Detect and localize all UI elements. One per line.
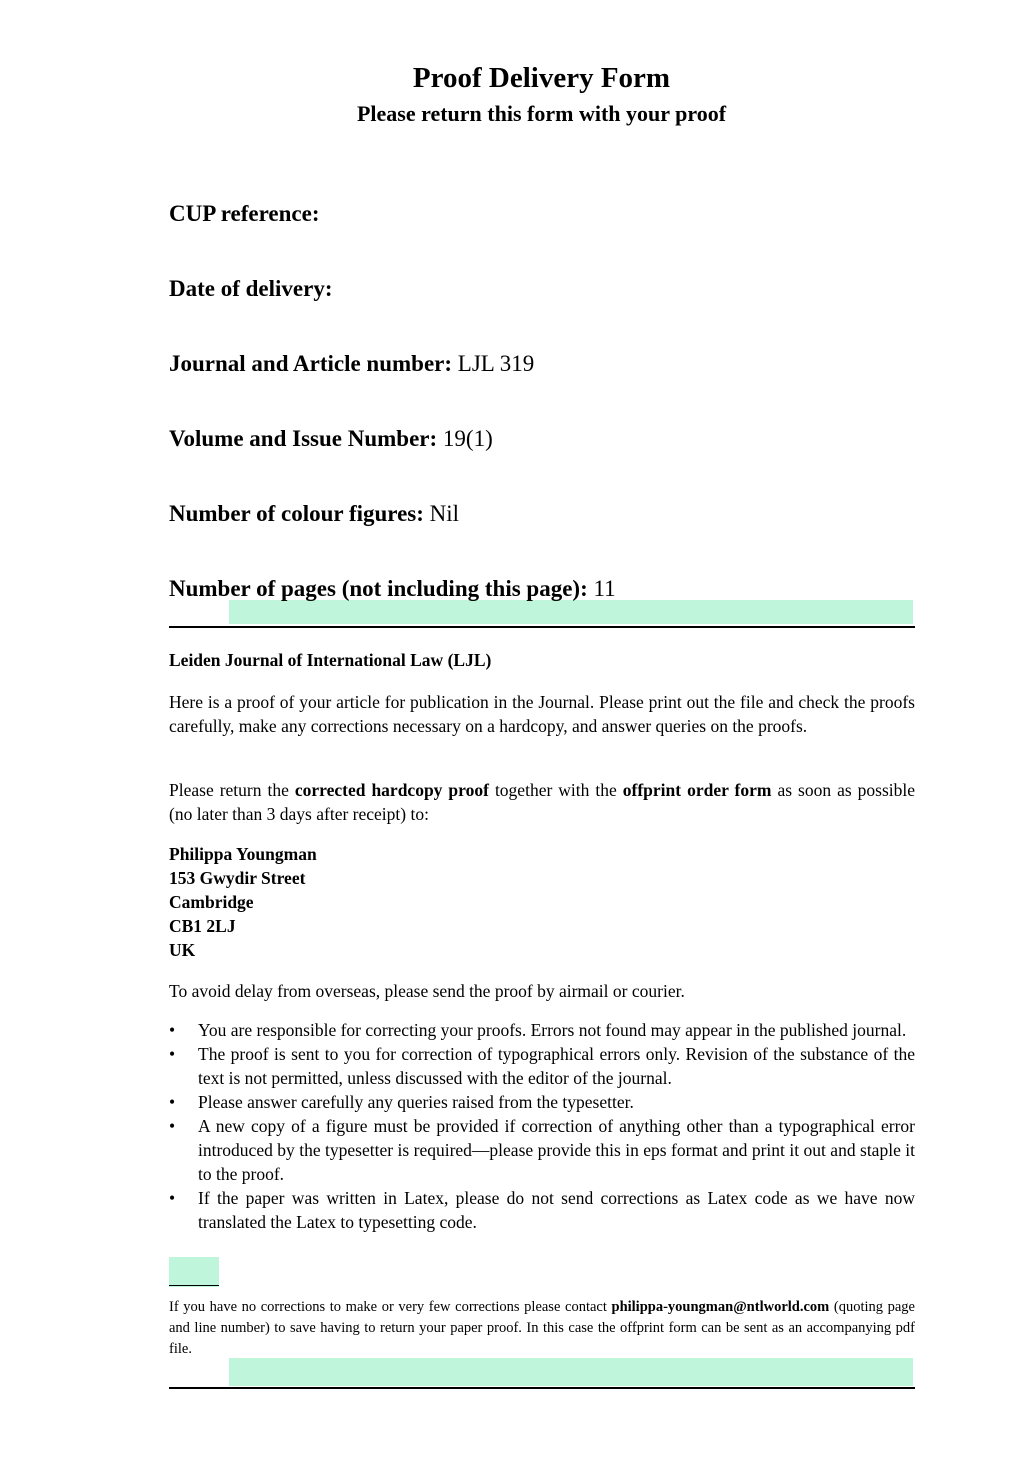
list-item (169, 1186, 915, 1234)
colour-figures-field (169, 501, 459, 527)
highlight-box-small (169, 1257, 219, 1287)
form-title: Proof Delivery Form (412, 62, 671, 94)
colour-figures-label: Number of colour figures: (169, 501, 424, 526)
volume-issue-field (169, 426, 493, 452)
cup-reference-label: CUP reference: (169, 201, 320, 226)
corrections-note (169, 1297, 915, 1360)
date-of-delivery-field (169, 276, 333, 302)
address-name: Philippa Youngman (169, 844, 317, 864)
list-item-text: If the paper was written in Latex, please do not send corrections as Latex code as we have now translated the Latex to typesetting code. (198, 1188, 915, 1232)
journal-article-field (169, 351, 534, 377)
return-text-3: as soon as possible (no later than 3 days after receipt) to: (169, 780, 916, 824)
corrected-proof-emphasis: corrected hardcopy proof (294, 780, 489, 800)
list-item-text: Please answer carefully any queries raised from the typesetter. (198, 1092, 634, 1112)
bullet-icon: • (169, 1020, 176, 1040)
return-text-2: together with the (488, 780, 623, 800)
address-city: Cambridge (169, 892, 254, 912)
cup-reference-field (169, 201, 320, 227)
bullet-icon: • (169, 1044, 176, 1064)
overseas-note: To avoid delay from overseas, please send the proof by airmail or courier. (169, 981, 685, 1001)
bullet-icon: • (169, 1092, 176, 1112)
volume-issue-value: 19(1) (442, 426, 493, 451)
form-subtitle: Please return this form with your proof (356, 101, 727, 126)
return-paragraph (169, 778, 915, 826)
bullet-icon: • (169, 1116, 176, 1136)
pages-value: 11 (593, 576, 616, 601)
list-item-text: The proof is sent to you for correction of typographical errors only. Revision of the substance of the text is not permitted, unless discussed with the editor of the journal. (198, 1044, 915, 1088)
pages-label: Number of pages (not including this page): (169, 576, 588, 601)
instructions-list (169, 1018, 915, 1234)
contact-email: philippa-youngman@ntlworld.com (611, 1299, 830, 1315)
divider-rule-top (169, 626, 915, 628)
journal-article-value: LJL 319 (457, 351, 535, 376)
bullet-icon: • (169, 1188, 176, 1208)
volume-issue-label: Volume and Issue Number: (169, 426, 438, 451)
highlight-band-top (229, 600, 913, 624)
address-street: 153 Gwydir Street (169, 868, 306, 888)
note-text-1: If you have no corrections to make or very few corrections please contact (169, 1299, 612, 1315)
date-of-delivery-label: Date of delivery: (169, 276, 333, 301)
intro-paragraph: Here is a proof of your article for publication in the Journal. Please print out the file and check the proofs carefully, make any corrections necessary on a hardcopy, and answer queries on the proofs. (169, 692, 915, 736)
list-item (169, 1114, 915, 1186)
journal-article-label: Journal and Article number: (169, 351, 453, 376)
note-text-2: (quoting page and line number) to save having to return your paper proof. In this case the offprint form can be sent as an accompanying pdf file. (169, 1299, 915, 1357)
footnote-rule (169, 1285, 219, 1286)
colour-figures-value: Nil (429, 501, 460, 526)
list-item (169, 1090, 915, 1114)
journal-name: Leiden Journal of International Law (LJL) (169, 650, 492, 670)
list-item-text: A new copy of a figure must be provided if correction of anything other than a typographical error introduced by the typesetter is required—please provide this in eps format and print it out and staple it to the proof. (198, 1116, 915, 1184)
highlight-band-bottom (229, 1358, 913, 1386)
return-address (169, 842, 317, 962)
list-item (169, 1042, 915, 1090)
offprint-form-emphasis: offprint order form (622, 780, 772, 800)
address-postcode: CB1 2LJ (169, 916, 236, 936)
return-text-1: Please return the (169, 780, 295, 800)
pages-field (169, 576, 616, 602)
divider-rule-bottom (169, 1387, 915, 1389)
list-item (169, 1018, 915, 1042)
address-country: UK (169, 940, 196, 960)
list-item-text: You are responsible for correcting your proofs. Errors not found may appear in the published journal. (198, 1020, 907, 1040)
